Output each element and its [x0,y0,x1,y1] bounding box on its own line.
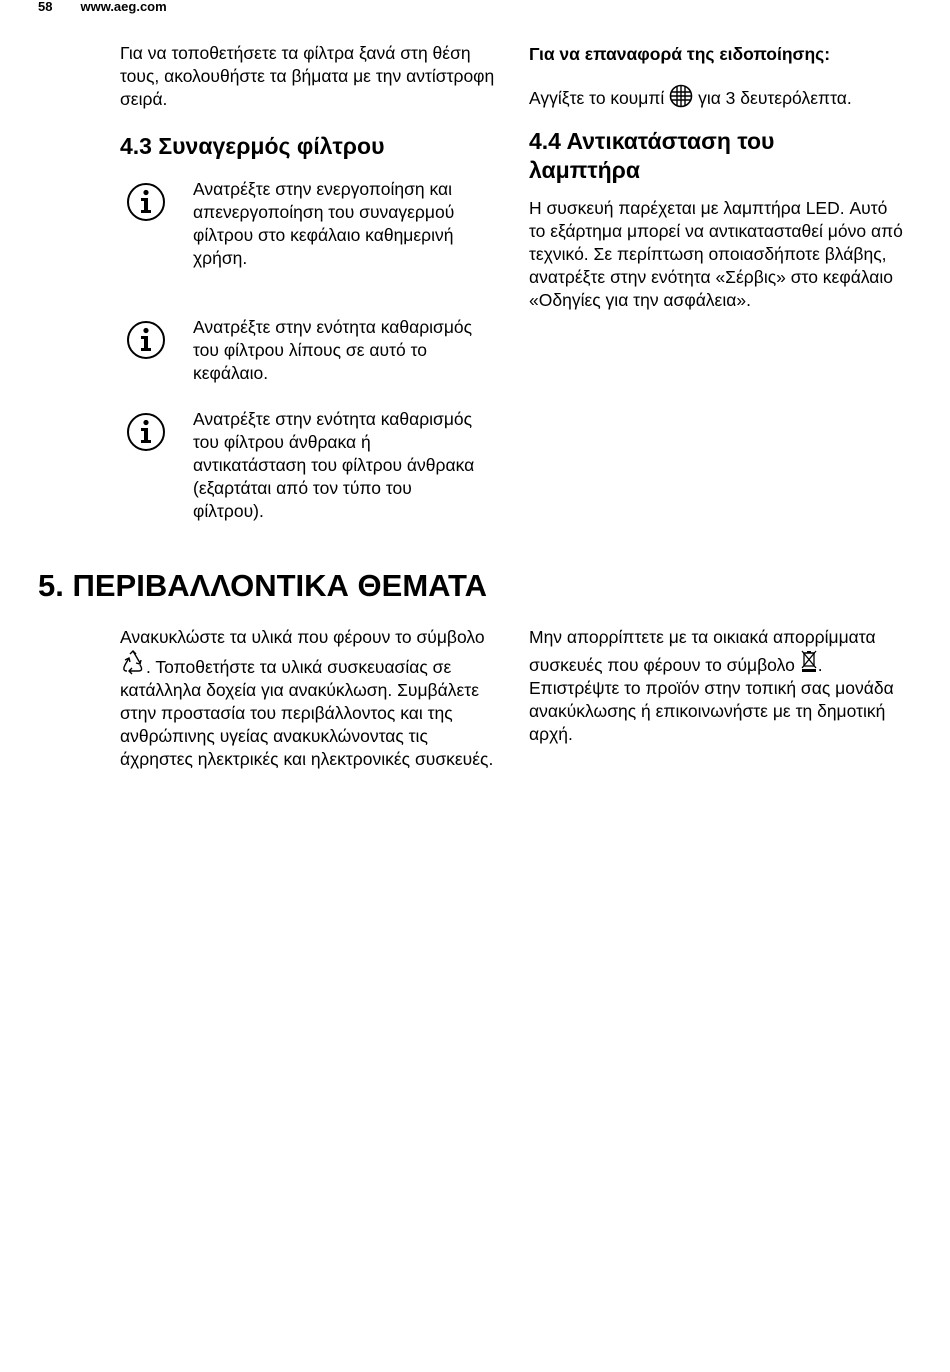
intro-text: Για να τοποθετήσετε τα φίλτρα ξανά στη θέση τους, ακολουθήστε τα βήματα με την αντίστροφη σειρά. [120,43,495,109]
disposal-text-after: . Επιστρέψτε το προϊόν στην τοπική σας μονάδα ανακύκλωσης ή επικοινωνήστε με τη δημοτική αρχή. [529,655,894,744]
disposal-text-before: Μην απορρίπτετε με τα οικιακά απορρίμματα συσκευές που φέρουν το σύμβολο [529,627,876,675]
reset-text-before: Αγγίξτε το κουμπί [529,88,665,108]
section-4-3-heading [120,132,500,161]
recycle-text-before: Ανακυκλώστε τα υλικά που φέρουν το σύμβολο [120,627,485,647]
reset-heading-text: Για να επαναφορά της ειδοποίησης: [529,44,831,64]
reset-heading [529,43,919,66]
info-note-1 [120,176,500,296]
intro-paragraph [120,42,500,111]
section-5-title: 5. ΠΕΡΙΒΑΛΛΟΝΤΙΚΑ ΘΕΜΑΤΑ [38,568,488,603]
crossed-bin-icon [800,649,818,673]
disposal-paragraph [529,626,899,746]
section-4-4-text: Η συσκευή παρέχεται με λαμπτήρα LED. Αυτό το εξάρτημα μπορεί να αντικατασταθεί μόνο από τεχνικό. Σε περίπτωση οποιασδήποτε βλάβης, ανατρέξτε στην ενότητα «Σέρβις» στο κεφάλαιο «Οδηγίες για την ασφάλεια». [529,198,903,310]
info-note-2 [120,314,500,394]
filter-grid-icon [669,84,693,108]
info-note-text: Ανατρέξτε στην ενότητα καθαρισμός του φίλτρου άνθρακα ή αντικατάσταση του φίλτρου άνθρακα (εξαρτάται από τον τύπο του φίλτρου). [193,409,475,521]
site-url: www.aeg.com [80,0,167,14]
section-4-4-body [529,197,904,312]
info-note-3 [120,406,500,546]
reset-instruction [529,84,919,110]
page-header [38,0,167,14]
reset-text-after: για 3 δευτερόλεπτα. [698,88,852,108]
recycle-paragraph [120,626,498,771]
info-icon [126,320,166,360]
info-note-text: Ανατρέξτε στην ενότητα καθαρισμός του φίλτρου λίπους σε αυτό το κεφάλαιο. [193,317,473,383]
recycle-icon [120,649,146,675]
info-icon [126,182,166,222]
section-title: 4.4 Αντικατάσταση του λαμπτήρα [529,128,775,183]
section-4-4-heading [529,127,849,185]
recycle-text-after: . Τοποθετήστε τα υλικά συσκευασίας σε κατάλληλα δοχεία για ανακύκλωση. Συμβάλετε στην προστασία του περιβάλλοντος και της ανθρώπινης υγείας ανακυκλώνοντας τις άχρηστες ηλεκτρικές και ηλεκτρονικές συσκευές. [120,657,494,769]
info-icon [126,412,166,452]
info-note-text: Ανατρέξτε στην ενεργοποίηση και απενεργοποίηση του συναγερμού φίλτρου στο κεφάλαιο καθημερινή χρήση. [193,179,455,268]
page-number: 58 [38,0,53,14]
section-title: 4.3 Συναγερμός φίλτρου [120,133,385,159]
